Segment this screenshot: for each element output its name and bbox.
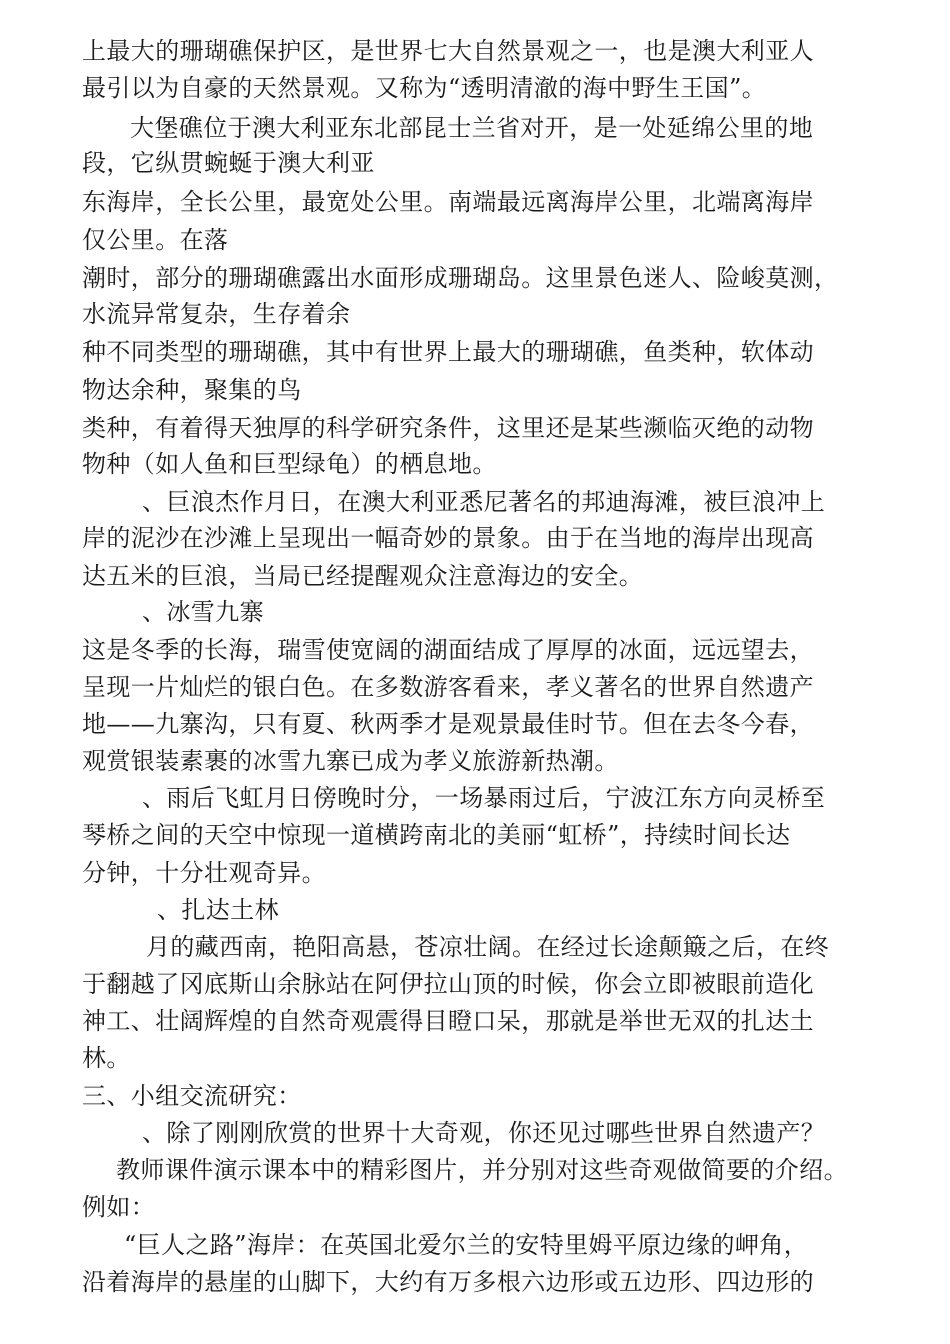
text-line-2: 最引以为自豪的天然景观。又称为“透明清澈的海中野生王国”。 <box>82 74 767 102</box>
text-line-5: 东海岸，全长公里，最宽处公里。南端最远离海岸公里，北端离海岸 <box>82 188 814 216</box>
text-line-33: “巨人之路”海岸：在英国北爱尔兰的安特里姆平原边缘的岬角， <box>124 1231 809 1259</box>
text-line-22: 琴桥之间的天空中惊现一道横跨南北的美丽“虹桥”，持续时间长达 <box>82 821 791 849</box>
text-line-31: 教师课件演示课本中的精彩图片，并分别对这些奇观做简要的介绍。 <box>116 1156 848 1184</box>
text-line-16: 、冰雪九寨 <box>142 598 264 626</box>
text-line-20: 观赏银装素裹的冰雪九寨已成为孝义旅游新热潮。 <box>82 747 619 775</box>
text-line-6: 仅公里。在落 <box>82 226 229 254</box>
text-line-21: 、雨后飞虹月日傍晚时分，一场暴雨过后，宁波江东方向灵桥至 <box>142 784 826 812</box>
text-line-15: 达五米的巨浪，当局已经提醒观众注意海边的安全。 <box>82 562 644 590</box>
text-line-8: 水流异常复杂，生存着余 <box>82 300 351 328</box>
text-line-17: 这是冬季的长海，瑞雪使宽阔的湖面结成了厚厚的冰面，远远望去， <box>82 636 814 664</box>
text-line-32: 例如： <box>82 1193 156 1221</box>
text-line-24: 、扎达土林 <box>157 896 279 924</box>
text-line-28: 林。 <box>82 1044 131 1072</box>
text-line-13: 、巨浪杰作月日，在澳大利亚悉尼著名的邦迪海滩，被巨浪冲上 <box>142 488 826 516</box>
text-line-1: 上最大的珊瑚礁保护区，是世界七大自然景观之一，也是澳大利亚人 <box>82 37 814 65</box>
text-line-34: 沿着海岸的悬崖的山脚下，大约有万多根六边形或五边形、四边形的 <box>82 1268 814 1296</box>
text-line-4: 段，它纵贯蜿蜒于澳大利亚 <box>82 149 375 177</box>
text-line-3: 大堡礁位于澳大利亚东北部昆士兰省对开，是一处延绵公里的地 <box>130 114 814 142</box>
text-line-30: 、除了刚刚欣赏的世界十大奇观，你还见过哪些世界自然遗产？ <box>142 1119 826 1147</box>
text-line-29: 三、小组交流研究： <box>82 1082 302 1110</box>
text-line-18: 呈现一片灿烂的银白色。在多数游客看来，孝义著名的世界自然遗产 <box>82 673 814 701</box>
text-line-12: 物种（如人鱼和巨型绿龟）的栖息地。 <box>82 450 497 478</box>
text-line-10: 物达余种，聚集的鸟 <box>82 376 302 404</box>
text-line-27: 神工、壮阔辉煌的自然奇观震得目瞪口呆，那就是举世无双的扎达土 <box>82 1007 814 1035</box>
text-line-11: 类种，有着得天独厚的科学研究条件，这里还是某些濒临灭绝的动物 <box>82 414 814 442</box>
text-line-19: 地——九寨沟，只有夏、秋两季才是观景最佳时节。但在去冬今春， <box>82 710 814 738</box>
text-line-7: 潮时，部分的珊瑚礁露出水面形成珊瑚岛。这里景色迷人、险峻莫测， <box>82 264 839 292</box>
text-line-23: 分钟，十分壮观奇异。 <box>82 859 326 887</box>
text-line-25: 月的藏西南，艳阳高悬，苍凉壮阔。在经过长途颠簸之后，在终 <box>146 933 830 961</box>
text-line-9: 种不同类型的珊瑚礁，其中有世界上最大的珊瑚礁，鱼类种，软体动 <box>82 338 814 366</box>
text-line-26: 于翻越了冈底斯山余脉站在阿伊拉山顶的时候，你会立即被眼前造化 <box>82 970 814 998</box>
text-line-14: 岸的泥沙在沙滩上呈现出一幅奇妙的景象。由于在当地的海岸出现高 <box>82 524 814 552</box>
